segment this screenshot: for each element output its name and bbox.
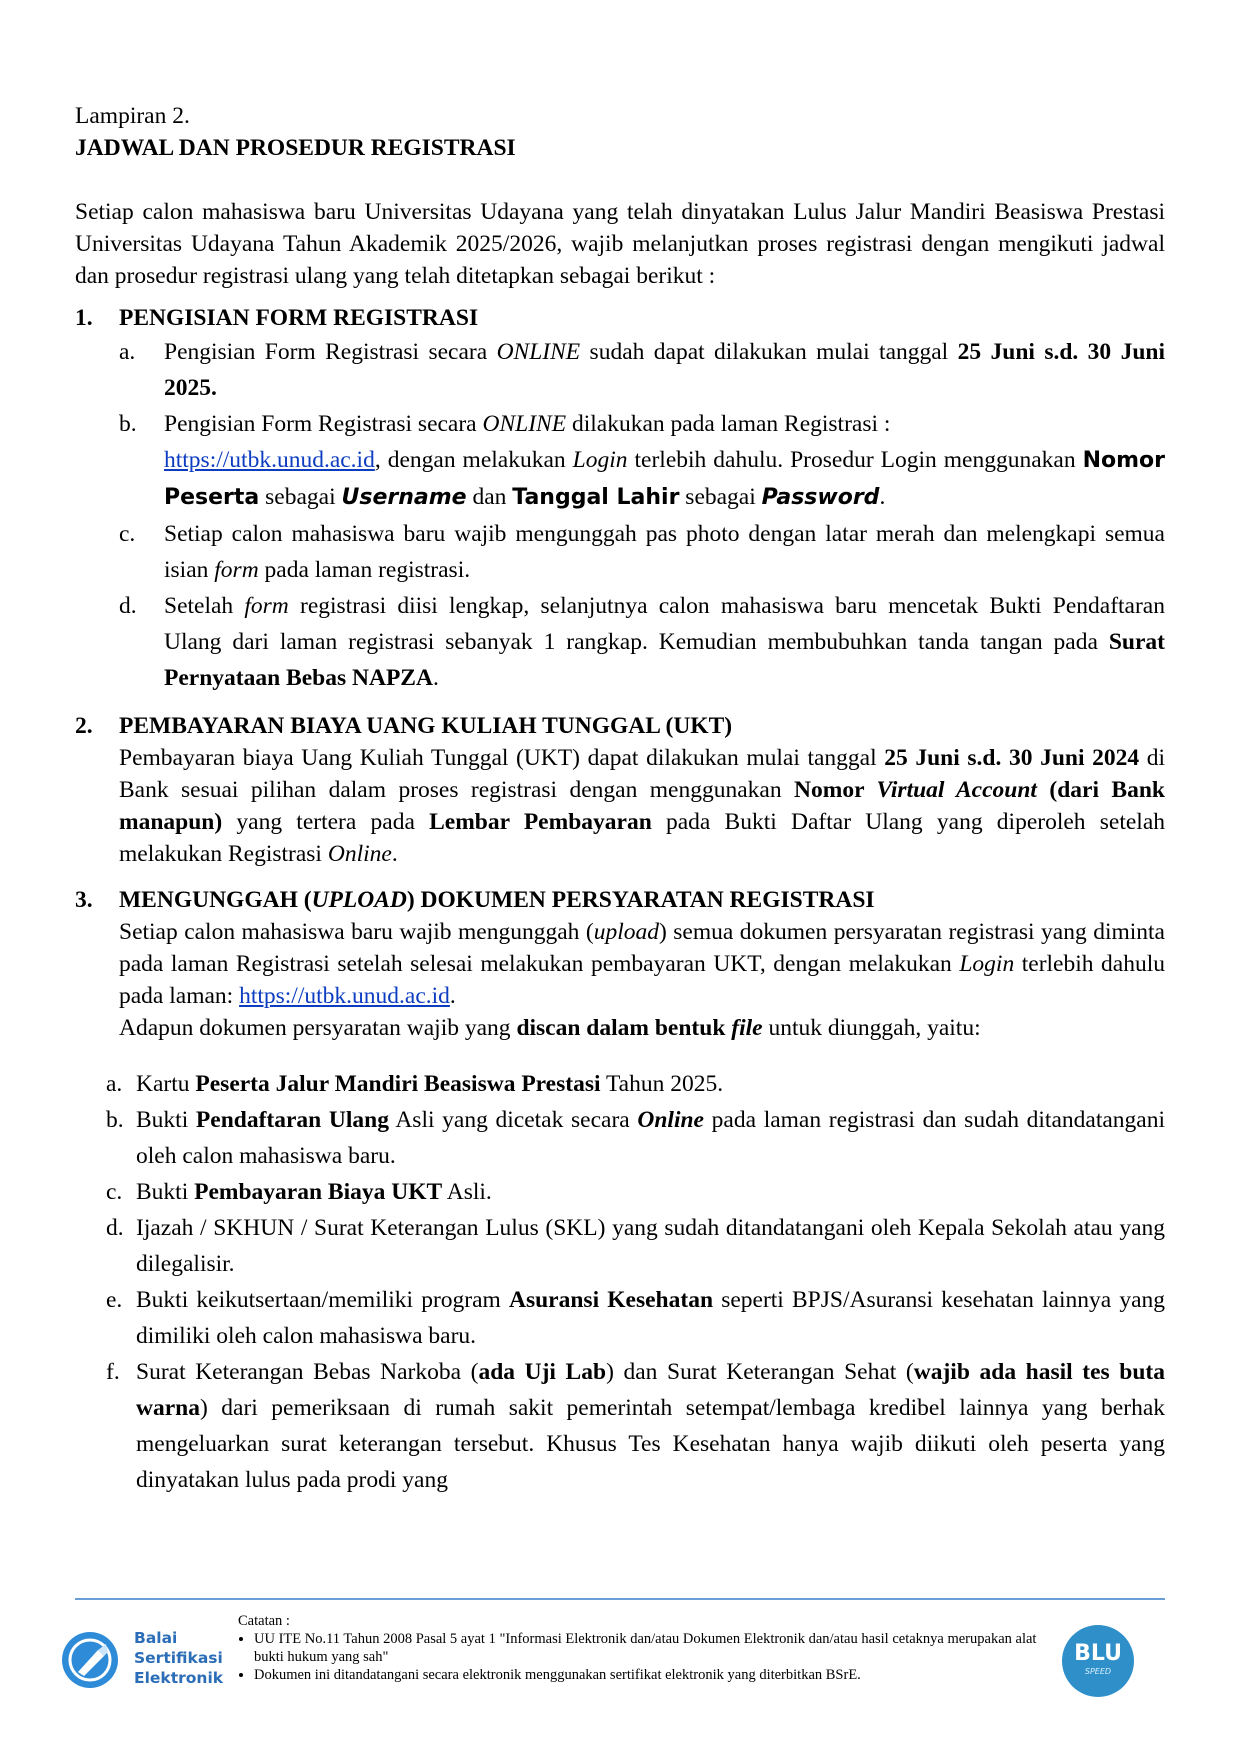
notes-heading: Catatan : — [238, 1613, 290, 1629]
list-item: b. Bukti Pendaftaran Ulang Asli yang dicetak secara Online pada laman registrasi dan sudah ditandatangani oleh calon mahasiswa baru. — [106, 1107, 1165, 1169]
list-item: a. Pengisian Form Registrasi secara ONLINE sudah dapat dilakukan mulai tanggal 25 Juni s.d. 30 Juni 2025. — [119, 339, 1165, 401]
registration-link[interactable]: https://utbk.unud.ac.id — [164, 447, 375, 473]
list-item: c. Bukti Pembayaran Biaya UKT Asli. — [106, 1179, 492, 1205]
attachment-label: Lampiran 2. — [75, 103, 190, 129]
section-1 — [75, 302, 1165, 696]
bsre-emblem-icon — [62, 1632, 118, 1688]
section-title: MENGUNGGAH (UPLOAD) DOKUMEN PERSYARATAN REGISTRASI — [119, 887, 875, 913]
section-paragraph: Pembayaran biaya Uang Kuliah Tunggal (UKT) dapat dilakukan mulai tanggal 25 Juni s.d. 30 Juni 2024 di Bank sesuai pilihan dalam proses registrasi dengan menggunakan Nomor Virtual Account (dari Bank manapun) yang tertera pada Lembar Pembayaran pada Bukti Daftar Ulang yang diperoleh setelah melakukan Registrasi Online. — [119, 745, 1165, 867]
blu-logo — [1062, 1625, 1134, 1697]
list-item: f. Surat Keterangan Bebas Narkoba (ada Uji Lab) dan Surat Keterangan Sehat (wajib ada hasil tes buta warna) dari pemeriksaan di rumah sakit pemerintah setempat/lembaga kredibel lainnya yang berhak mengeluarkan surat keterangan tersebut. Khusus Tes Kesehatan hanya wajib diikuti oleh peserta yang dinyatakan lulus pada prodi yang — [106, 1359, 1165, 1493]
list-item: d. Ijazah / SKHUN / Surat Keterangan Lulus (SKL) yang sudah ditandatangani oleh Kepala Sekolah atau yang dilegalisir. — [106, 1215, 1165, 1277]
bsre-logo — [62, 1620, 262, 1700]
intro-paragraph: Setiap calon mahasiswa baru Universitas Udayana yang telah dinyatakan Lulus Jalur Mandiri Beasiswa Prestasi Universitas Udayana Tahun Akademik 2025/2026, wajib melanjutkan proses registrasi dengan mengikuti jadwal dan prosedur registrasi ulang yang telah ditetapkan sebagai berikut : — [75, 199, 1165, 289]
document-page — [75, 100, 1165, 1498]
document-list — [75, 1066, 1165, 1498]
list-item: d. Setelah form registrasi diisi lengkap, selanjutnya calon mahasiswa baru mencetak Bukti Pendaftaran Ulang dari laman registrasi sebanyak 1 rangkap. Kemudian membubuhkan tanda tangan pada Surat Pernyataan Bebas NAPZA. — [119, 593, 1165, 691]
section-number: 1. — [75, 305, 93, 331]
section-title: PEMBAYARAN BIAYA UANG KULIAH TUNGGAL (UKT) — [119, 713, 733, 739]
blu-logo-text: BLU — [1074, 1641, 1122, 1666]
upload-link[interactable]: https://utbk.unud.ac.id — [239, 983, 450, 1009]
section-number: 2. — [75, 713, 93, 739]
page-title: JADWAL DAN PROSEDUR REGISTRASI — [75, 135, 516, 161]
section-paragraph: Setiap calon mahasiswa baru wajib mengunggah (upload) semua dokumen persyaratan registrasi yang diminta pada laman Registrasi setelah selesai melakukan pembayaran UKT, dengan melakukan Login terlebih dahulu pada laman: https://utbk.unud.ac.id. — [119, 919, 1166, 1009]
section-2 — [75, 710, 1165, 870]
note-item: • UU ITE No.11 Tahun 2008 Pasal 5 ayat 1 "Informasi Elektronik dan/atau Dokumen Elektronik dan/atau hasil cetaknya merupakan alat bukti hukum yang sah" — [254, 1630, 1068, 1666]
footer-notes — [238, 1612, 1068, 1684]
note-item: • Dokumen ini ditandatangani secara elektronik menggunakan sertifikat elektronik yang diterbitkan BSrE. — [254, 1666, 1068, 1684]
section-paragraph: Adapun dokumen persyaratan wajib yang discan dalam bentuk file untuk diunggah, yaitu: — [119, 1015, 981, 1041]
list-item: e. Bukti keikutsertaan/memiliki program Asuransi Kesehatan seperti BPJS/Asuransi kesehatan lainnya yang dimiliki oleh calon mahasiswa baru. — [106, 1287, 1165, 1349]
blu-logo-subtext: SPEED — [1084, 1667, 1112, 1676]
list-item: c. Setiap calon mahasiswa baru wajib mengunggah pas photo dengan latar merah dan melengkapi semua isian form pada laman registrasi. — [119, 521, 1165, 583]
section-number: 3. — [75, 887, 93, 913]
list-item: b. Pengisian Form Registrasi secara ONLINE dilakukan pada laman Registrasi : https://utbk.unud.ac.id, dengan melakukan Login terlebih dahulu. Prosedur Login menggunakan Nomor Peserta sebagai Username dan Tanggal Lahir sebagai Password. — [119, 411, 1165, 510]
list-item: a. Kartu Peserta Jalur Mandiri Beasiswa Prestasi Tahun 2025. — [106, 1071, 724, 1097]
footer — [0, 1600, 1241, 1755]
section-title: PENGISIAN FORM REGISTRASI — [119, 305, 479, 331]
section-3 — [75, 884, 1165, 1044]
bsre-logo-text: Balai Sertifikasi Elektronik — [134, 1629, 224, 1687]
